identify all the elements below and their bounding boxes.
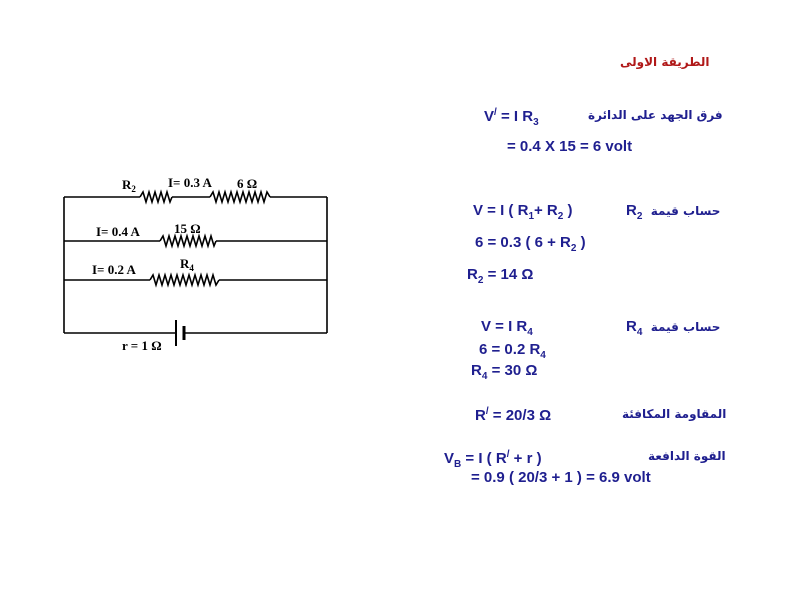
- current-top-label: I= 0.3 A: [168, 175, 212, 190]
- step5-eq1: $V_B = I$ ( R/ + r ): [444, 449, 542, 470]
- step1-label: فرق الجهد على الدائرة: [588, 108, 723, 122]
- step3-eq2: 6 = 0.2 $R_4$: [479, 341, 546, 361]
- step1-eq1: V/ = I $R_3$: [484, 107, 539, 128]
- step3-eq1: V = I $R_4$: [481, 318, 533, 338]
- internal-resistance-label: r = 1 Ω: [122, 338, 162, 353]
- resistor-r4: [150, 275, 219, 285]
- step2-eq1: V = I ( $R_1+ R_2$ ): [473, 202, 573, 222]
- current-low-label: I= 0.2 A: [92, 262, 136, 277]
- resistor-6-label: 6 Ω: [237, 176, 258, 191]
- resistor-6-ohm: [210, 192, 270, 202]
- step2-label: $R_2$ حساب قيمة: [626, 202, 721, 222]
- method-title: الطريقة الاولى: [620, 55, 710, 69]
- step4-eq: R/ = 20/3 Ω: [475, 406, 552, 424]
- step1-eq2: = 0.4 X 15 = 6 volt: [507, 138, 633, 155]
- r4-label: $R_4$: [180, 256, 194, 273]
- r2-label: $R_2$: [122, 177, 136, 194]
- current-mid-label: I= 0.4 A: [96, 224, 140, 239]
- resistor-15-ohm: [160, 236, 216, 246]
- resistor-r2: [140, 192, 172, 202]
- step5-eq2: = 0.9 ( 20/3 + 1 ) = 6.9 volt: [471, 469, 651, 486]
- step4-label: المقاومة المكافئة: [622, 407, 727, 421]
- step2-eq2: 6 = 0.3 ( $6 + R_2$ ): [475, 234, 586, 254]
- step5-label: القوة الدافعة: [648, 449, 726, 463]
- step3-label: $R_4$ حساب قيمة: [626, 318, 721, 338]
- resistor-15-label: 15 Ω: [174, 221, 201, 236]
- step2-eq3: $R_2 = 14$ Ω: [467, 266, 534, 286]
- step3-eq3: $R_4 = 30$ Ω: [471, 362, 538, 382]
